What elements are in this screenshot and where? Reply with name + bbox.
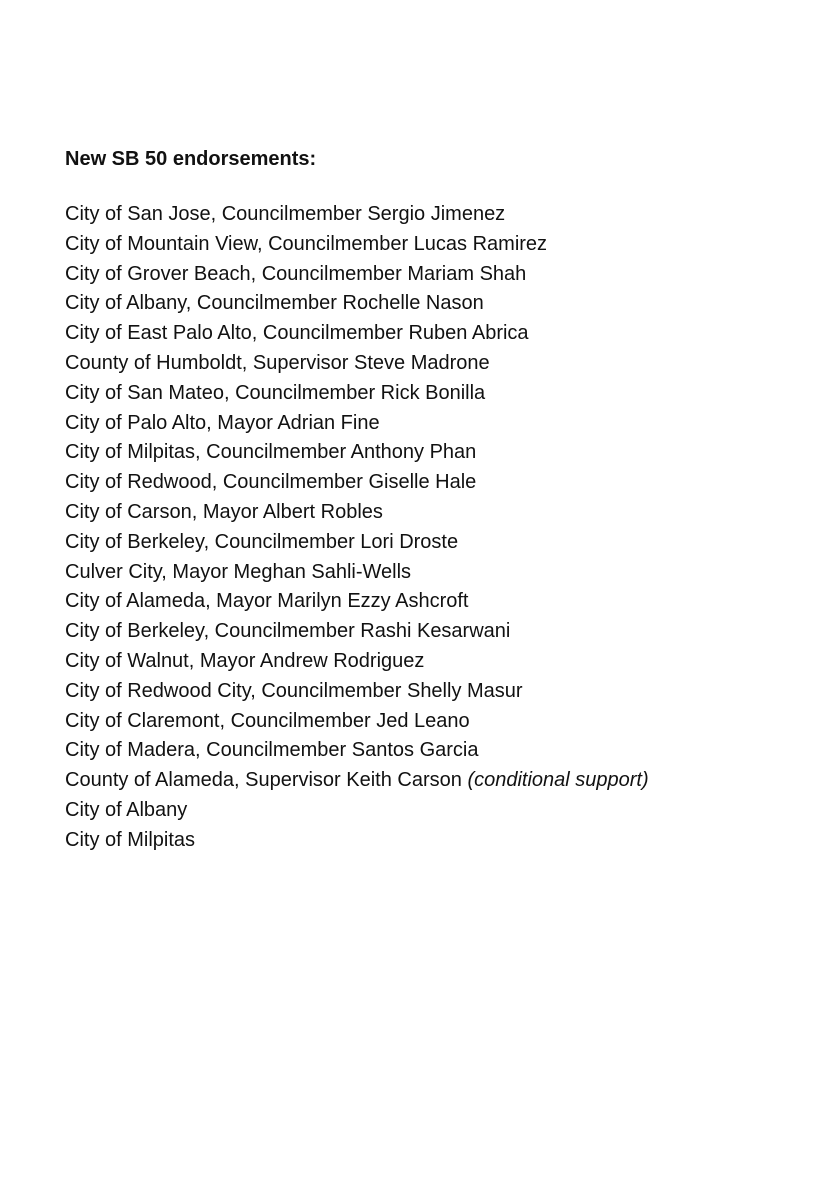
- endorsement-text: City of Redwood City, Councilmember Shelly Masur: [65, 679, 523, 702]
- endorsement-text: City of Albany: [65, 798, 188, 821]
- list-item: [65, 260, 649, 290]
- endorsement-text: City of Albany, Councilmember Rochelle Nason: [65, 292, 484, 315]
- endorsement-text: City of Berkeley, Councilmember Rashi Kesarwani: [65, 620, 511, 643]
- list-item: [65, 349, 649, 379]
- endorsement-text: City of Claremont, Councilmember Jed Leano: [65, 709, 470, 732]
- endorsement-text: City of Berkeley, Councilmember Lori Droste: [65, 530, 459, 553]
- endorsement-text: City of Milpitas: [65, 828, 196, 851]
- list-item: [65, 707, 649, 737]
- list-item: [65, 200, 649, 230]
- endorsement-text: City of Grover Beach, Councilmember Mariam Shah: [65, 262, 527, 285]
- document-heading: New SB 50 endorsements:: [65, 148, 317, 170]
- endorsement-text: City of San Mateo, Councilmember Rick Bonilla: [65, 381, 486, 404]
- endorsement-text: City of Palo Alto, Mayor Adrian Fine: [65, 411, 380, 434]
- endorsement-text: Culver City, Mayor Meghan Sahli-Wells: [65, 560, 412, 583]
- endorsement-text: County of Alameda, Supervisor Keith Carson: [65, 769, 462, 792]
- list-item: [65, 587, 649, 617]
- list-item: [65, 558, 649, 588]
- list-item: [65, 379, 649, 409]
- endorsement-text: City of Alameda, Mayor Marilyn Ezzy Ashcroft: [65, 590, 469, 613]
- list-item: [65, 647, 649, 677]
- list-item: [65, 409, 649, 439]
- endorsement-text: City of Madera, Councilmember Santos Garcia: [65, 739, 479, 762]
- endorsement-list: [65, 200, 649, 856]
- list-item: [65, 319, 649, 349]
- list-item: [65, 289, 649, 319]
- endorsement-text: City of East Palo Alto, Councilmember Ruben Abrica: [65, 322, 529, 345]
- list-item: [65, 528, 649, 558]
- endorsement-text: City of Carson, Mayor Albert Robles: [65, 500, 383, 523]
- conditional-note: (conditional support): [467, 769, 649, 792]
- list-item: [65, 468, 649, 498]
- list-item: [65, 736, 649, 766]
- endorsement-text: City of Redwood, Councilmember Giselle Hale: [65, 471, 477, 494]
- list-item: [65, 438, 649, 468]
- list-item: [65, 617, 649, 647]
- list-item: [65, 498, 649, 528]
- list-item: [65, 796, 649, 826]
- endorsement-text: County of Humboldt, Supervisor Steve Madrone: [65, 351, 490, 374]
- list-item: [65, 677, 649, 707]
- list-item: [65, 826, 649, 856]
- list-item: [65, 766, 649, 796]
- endorsement-text: City of Milpitas, Councilmember Anthony Phan: [65, 441, 477, 464]
- list-item: [65, 230, 649, 260]
- endorsement-text: City of Walnut, Mayor Andrew Rodriguez: [65, 649, 425, 672]
- endorsement-text: City of Mountain View, Councilmember Lucas Ramirez: [65, 232, 548, 255]
- endorsement-text: City of San Jose, Councilmember Sergio Jimenez: [65, 203, 506, 225]
